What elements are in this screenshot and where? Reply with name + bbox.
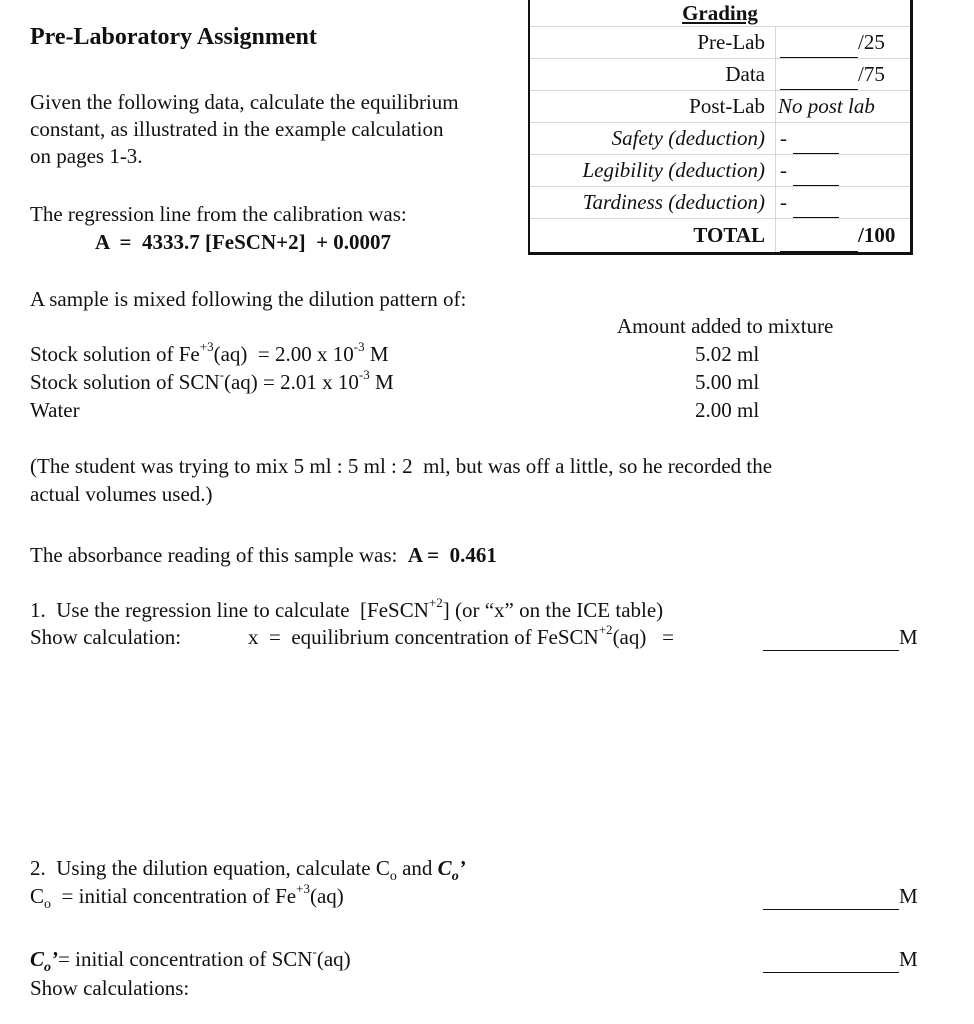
stock-fe-line: Stock solution of $Fe^{+3}(aq) = 2.00$ x $10^{-3}$ M: [30, 339, 389, 366]
grading-label: TOTAL: [693, 223, 765, 247]
amount-fe: 5.02 ml: [695, 342, 760, 366]
grading-row-tardiness: [530, 187, 910, 219]
answer-blank[interactable]: [763, 628, 899, 651]
grading-deduction-field[interactable]: -: [775, 155, 910, 186]
stock-scn-line: Stock solution of SCN-(aq) = 2.01 x $10^{-3}$ M: [30, 367, 394, 394]
absorbance-line: The absorbance reading of this sample was: A = 0.461: [30, 543, 497, 567]
grading-label: Post-Lab: [689, 94, 765, 118]
grading-table: [528, 0, 913, 255]
question-1-show-label: Show calculation:: [30, 625, 182, 649]
intro-line-3: on pages 1-3.: [30, 144, 143, 168]
co-answer[interactable]: M: [763, 882, 918, 910]
amount-water: 2.00 ml: [695, 398, 760, 422]
intro-line-1: Given the following data, calculate the equilibrium: [30, 90, 459, 114]
grading-score-field[interactable]: /25: [775, 27, 910, 58]
grading-label: Safety (deduction): [611, 126, 765, 150]
answer-blank[interactable]: [763, 950, 899, 973]
regression-label: The regression line from the calibration was:: [30, 202, 407, 226]
grading-label: Pre-Lab: [697, 30, 765, 54]
score-blank[interactable]: [780, 35, 858, 58]
question-1-answer[interactable]: M: [763, 623, 918, 651]
deduction-blank[interactable]: [793, 197, 839, 218]
co-prime-definition: $C_o’=$ initial concentration of SCN-(aq): [30, 944, 351, 976]
absorbance-value: A = 0.461: [407, 543, 497, 567]
note-line-1: (The student was trying to mix 5 ml : 5 ml : 2 ml, but was off a little, so he recorded the: [30, 454, 773, 478]
amount-scn: 5.00 ml: [695, 370, 760, 394]
deduction-blank[interactable]: [793, 133, 839, 154]
question-1-prompt: 1. Use the regression line to calculate [FeSCN$^{+2}$] (or “x” on the ICE table): [30, 595, 664, 622]
grading-row-postlab: [530, 91, 910, 123]
grading-label: Legibility (deduction): [582, 158, 765, 182]
water-line: Water: [30, 398, 80, 422]
score-blank[interactable]: [780, 67, 858, 90]
intro-line-2: constant, as illustrated in the example calculation: [30, 117, 444, 141]
grading-score-field[interactable]: /75: [775, 59, 910, 90]
note-line-2: actual volumes used.): [30, 482, 213, 506]
grading-row-prelab: [530, 27, 910, 59]
grading-label: Tardiness (deduction): [582, 190, 765, 214]
grading-deduction-field[interactable]: -: [775, 123, 910, 154]
grading-row-safety: [530, 123, 910, 155]
score-blank[interactable]: [780, 229, 858, 252]
question-2-show-label: Show calculations:: [30, 976, 190, 1000]
co-definition: $C_o$ = initial concentration of $Fe^{+3}(aq)$: [30, 881, 344, 913]
co-prime-answer[interactable]: M: [763, 945, 918, 973]
page-title: Pre-Laboratory Assignment: [30, 24, 317, 50]
grading-total-field[interactable]: /100: [775, 219, 910, 252]
answer-blank[interactable]: [763, 887, 899, 910]
grading-row-data: [530, 59, 910, 91]
grading-label: Data: [725, 62, 765, 86]
amount-header: Amount added to mixture: [617, 314, 834, 338]
grading-deduction-field[interactable]: -: [775, 187, 910, 218]
grading-heading: Grading: [530, 0, 910, 27]
question-2-prompt: 2. Using the dilution equation, calculate $C_o$ and $C_o$’: [30, 856, 466, 885]
question-1-equation: x = equilibrium concentration of FeSCN$^{+2}$(aq) =: [248, 622, 674, 649]
regression-equation: A = 4333.7 [FeSCN+2] + 0.0007: [95, 230, 392, 254]
grading-post-lab-note: No post lab: [775, 91, 910, 122]
grading-row-total: [530, 219, 910, 252]
deduction-blank[interactable]: [793, 165, 839, 186]
grading-row-legibility: [530, 155, 910, 187]
dilution-intro: A sample is mixed following the dilution pattern of:: [30, 287, 467, 311]
